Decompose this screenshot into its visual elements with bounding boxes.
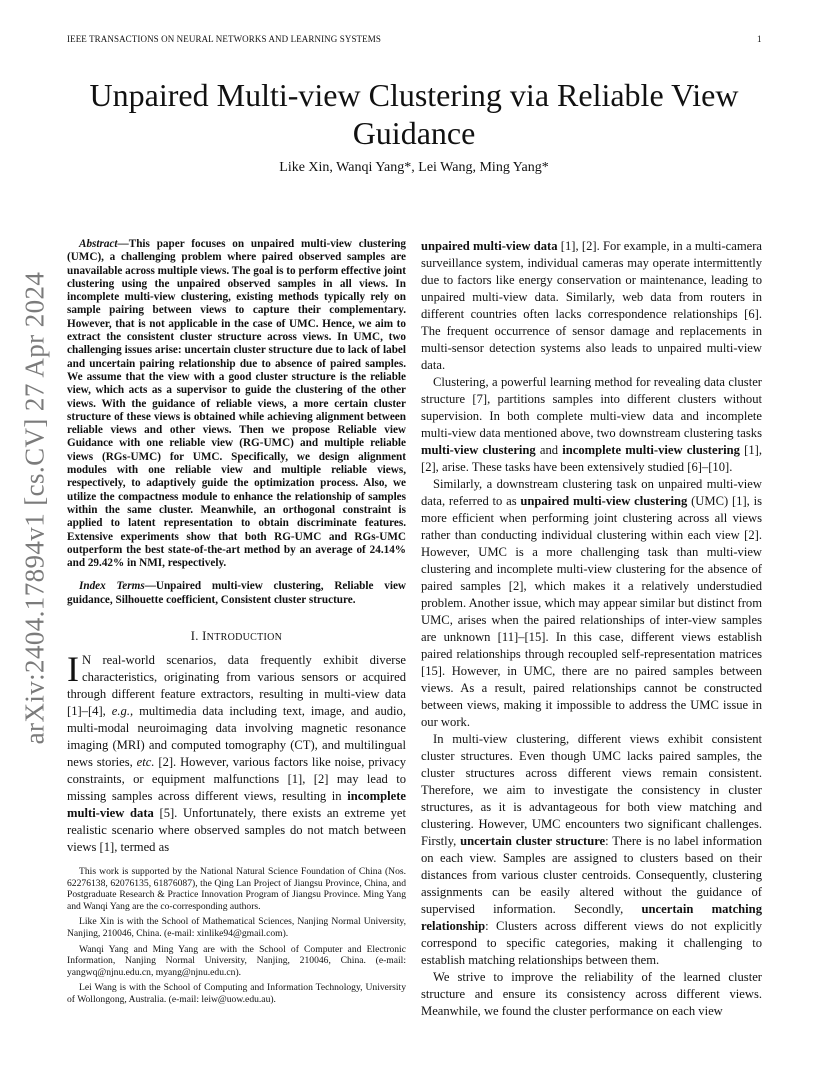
intro-paragraph-2 (421, 374, 762, 476)
paper-title: Unpaired Multi-view Clustering via Reliable View Guidance (89, 77, 739, 151)
footnote: Wanqi Yang and Ming Yang are with the School of Computer and Electronic Information, Nanjing Normal University, Nanjing, 210046, China. (e-mail: yangwq@njnu.edu.cn, myang@njnu.edu.cn). (67, 943, 406, 978)
abstract-label: Abstract (79, 238, 118, 250)
left-column (67, 238, 406, 856)
text-run: etc. (136, 755, 155, 770)
text-run: : There is no label information on each view. Samples are assigned to clusters based on their distances from various cluster centroids. Consequently, clustering assignments can be easily altered without the guidance of supervised information. Secondly, (421, 834, 763, 916)
bold-term: multi-view clustering (421, 443, 536, 457)
index-terms-label: Index Terms (79, 580, 145, 593)
text-run: e.g., (111, 704, 134, 719)
text-run: [5]. Unfortunately, there exists an extreme yet realistic scenario where observed samples do not match between views [1], termed as (67, 806, 406, 855)
footnote: Lei Wang is with the School of Computing and Information Technology, University of Wollongong, Australia. (e-mail: leiw@uow.edu.au). (67, 982, 406, 1005)
intro-paragraph-3 (421, 476, 762, 731)
section-heading: I. INTRODUCTION (190, 629, 283, 644)
arxiv-stamp (15, 258, 55, 758)
bold-term: uncertain matching relationship (421, 902, 762, 933)
intro-paragraph-1-continued (421, 238, 762, 374)
text-run: In multi-view clustering, different views exhibit consistent cluster structures. Even though UMC lacks paired samples, the cluster structures across different views remain consistent. Therefore, we aim to investigate the consistency in cluster structures, as it is advantageous for both view matching and clustering. However, UMC encounters two significant challenges. Firstly, (421, 732, 762, 848)
bold-term: incomplete multi-view data (67, 789, 406, 821)
running-header: IEEE TRANSACTIONS ON NEURAL NETWORKS AND LEARNING SYSTEMS (67, 34, 381, 44)
text-run: multimedia data including text, image, and audio, multi-modal neuroimaging data involving magnetic resonance imaging (MRI) and computed tomography (CT), and multilingual news stories, (67, 704, 406, 770)
text-run: [2]. However, various factors like noise, privacy constraints, or equipment malfunctions [1], [2] may lead to missing samples across different views, resulting in (67, 755, 406, 804)
bold-term: unpaired multi-view clustering (520, 494, 688, 508)
text-run: : Clusters across different views do not explicitly correspond to specific categories, making it challenging to establish matching relationships between them. (421, 919, 762, 967)
footnote: This work is supported by the National Natural Science Foundation of China (Nos. 62276138, 62076135, 61876087), the Qing Lan Project of Jiangsu Province, China, and Postgraduate Research & Practice Innovation Program of Jiangsu Province. Ming Yang and Wanqi Yang are the co-corresponding authors. (67, 866, 406, 912)
bold-term: incomplete multi-view clustering (562, 443, 740, 457)
arxiv-stamp-text: arXiv:2404.17894v1 [cs.CV] 27 Apr 2024 (19, 271, 50, 745)
right-column (421, 238, 762, 1020)
index-terms-text: —Unpaired multi-view clustering, Reliable view guidance, Silhouette coefficient, Consistent cluster structure. (67, 580, 406, 606)
page-number: 1 (757, 34, 762, 44)
text-run: We strive to improve the reliability of the learned cluster structure and ensure its consistency across different views. Meanwhile, we found the cluster performance on each view (421, 970, 762, 1018)
text-run: N real-world scenarios, data frequently exhibit diverse characteristics, originating from various sensors or acquired through different feature extractors, resulting in multi-view data [1]–[4], (67, 653, 406, 719)
footnote: Like Xin is with the School of Mathematical Sciences, Nanjing Normal University, Nanjing, 210046, China. (e-mail: xinlike94@gmail.com). (67, 916, 406, 939)
text-run: and (535, 443, 563, 457)
bold-term: uncertain cluster structure (460, 834, 606, 848)
text-run: [1], [2]. For example, in a multi-camera surveillance system, individual cameras may operate intermittently due to factors like energy conservation or maintenance, leading to unpaired multi-view data. Similarly, web data from routers in different countries often lacks correspondence relationships [6]. The frequent occurrence of sensor damage and replacements in multi-sensor detection systems also leads to unpaired multi-view data. (421, 239, 762, 372)
abstract-text: —This paper focuses on unpaired multi-view clustering (UMC), a challenging problem where paired observed samples are unavailable across multiple views. The goal is to perform effective joint clustering using the unpaired observed samples in all views. In incomplete multi-view clustering, existing methods typically rely on sample pairing between views to capture their complementary. However, that is not applicable in the case of UMC. Hence, we aim to extract the consistent cluster structure across views. In UMC, two challenging issues arise: uncertain cluster structure due to lack of label and uncertain pairing relationship due to absence of paired samples. We assume that the view with a good cluster structure is the reliable view, which acts as a supervisor to guide the clustering of the other views. With the guidance of reliable views, a more certain cluster structure of these views is obtained while achieving alignment between reliable views and other views. Then we propose Reliable view Guidance with one reliable view (RG-UMC) and multiple reliable views (RGs-UMC) for UMC. Specifically, we design alignment modules with one reliable view and multiple reliable views, respectively, to adaptively guide the optimization process. Also, we utilize the compactness module to enhance the relationship of samples within the same cluster. Meanwhile, an orthogonal constraint is applied to latent representation to obtain discriminate features. Extensive experiments show that both RG-UMC and RGs-UMC outperform the best state-of-the-art method by an average of 24.14% and 29.42% in NMI, respectively. (67, 238, 406, 570)
drop-cap: I (67, 649, 79, 690)
footnotes (67, 866, 406, 1010)
text-run: [1], [2], arise. These tasks have been extensively studied [6]–[10]. (421, 443, 762, 474)
abstract (67, 238, 406, 570)
text-run: Clustering, a powerful learning method for revealing data cluster structure [7], partitions samples into different clusters without supervision. In both complete multi-view data and incomplete multi-view data mentioned above, two downstream clustering tasks (421, 375, 762, 440)
intro-paragraph-5 (421, 969, 762, 1020)
text-run: (UMC) [1], is more efficient when performing joint clustering across all views rather than conducting individual clustering within each view [2]. However, UMC is a more challenging task than multi-view clustering and incomplete multi-view clustering for the absence of paired samples [2], which makes it a relatively understudied problem. Another issue, which may appear similar but distinct from UMC, arises when the paired relationships of inter-view samples are unknown [11]–[15]. In this case, different views establish paired relationships through recoupled self-representation matrices [15]. However, in UMC, there are no paired samples between views. As a result, paired relationships cannot be constructed between views, making it impossible to address the UMC issue in our work. (421, 494, 763, 729)
author-list: Like Xin, Wanqi Yang*, Lei Wang, Ming Yang* (279, 160, 549, 175)
intro-paragraph-1 (67, 649, 406, 856)
index-terms (67, 580, 406, 607)
intro-paragraph-4 (421, 731, 762, 969)
bold-term: unpaired multi-view data (421, 239, 558, 253)
text-run: Similarly, a downstream clustering task on unpaired multi-view data, referred to as (421, 477, 762, 508)
